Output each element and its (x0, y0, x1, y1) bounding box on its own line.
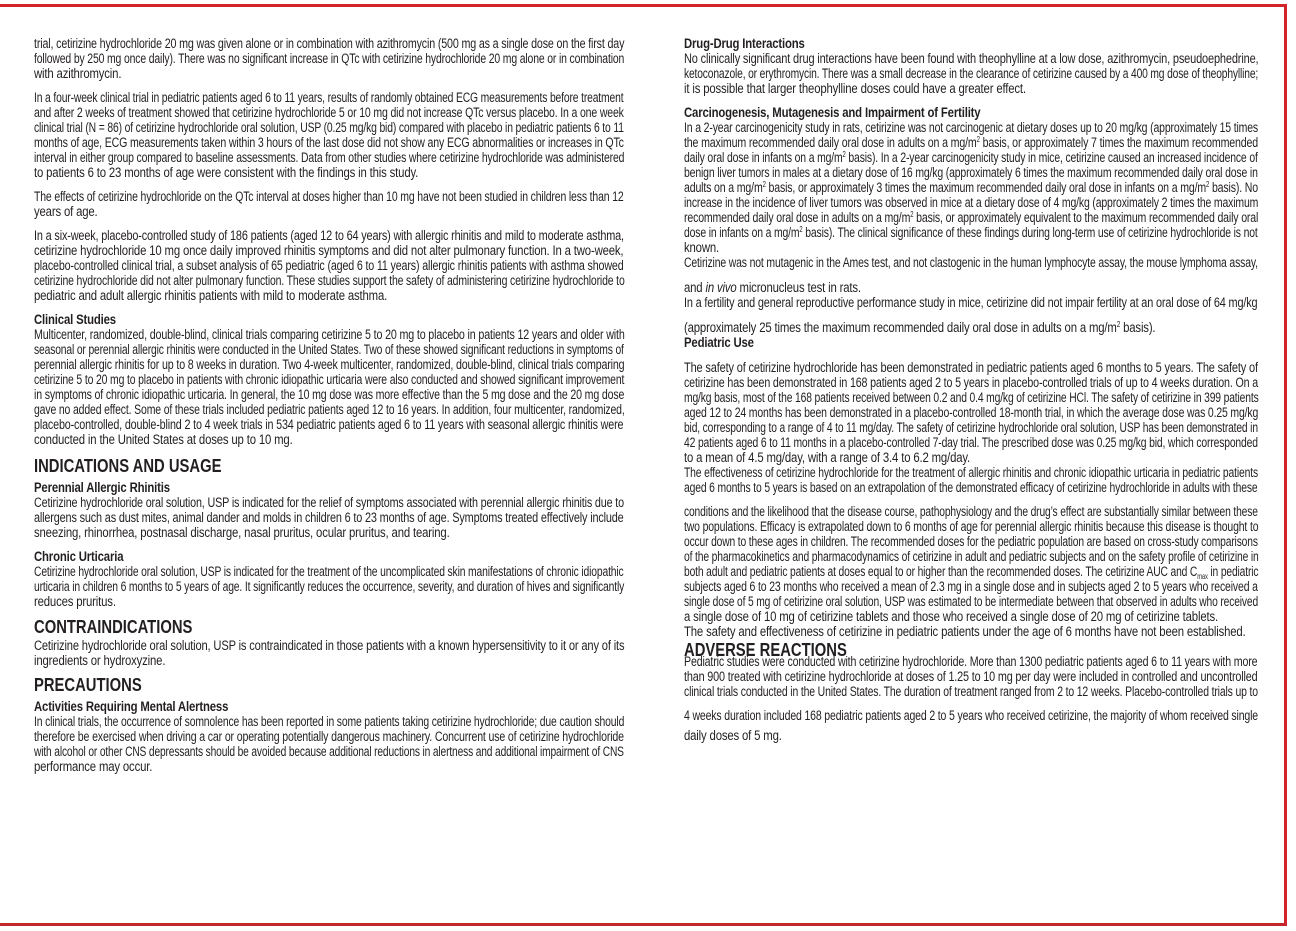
body-text-line: and after 2 weeks of treatment showed that cetirizine hydrochloride 5 or 10 mg did not increase QTc versus placebo. In a one week (34, 105, 624, 121)
body-text-line: In clinical trials, the occurrence of somnolence has been reported in some patients taking cetirizine hydrochloride; due caution should (34, 714, 625, 730)
section-heading-contraindications: CONTRAINDICATIONS (34, 616, 193, 637)
body-text-line: Cetirizine hydrochloride oral solution, USP is indicated for the treatment of the uncomplicated skin manifestations of chronic idiopathic (34, 564, 624, 580)
body-text-line: months of age, ECG measurements taken within 3 hours of the last dose did not show any ECG abnormalities or increases in QTc (34, 135, 624, 151)
body-text-line: cetirizine has been demonstrated in 168 patients aged 2 to 5 years in placebo-controlled trials of up to 4 weeks duration. On a (684, 375, 1258, 391)
body-text-line: performance may occur. (34, 759, 153, 775)
body-text-line: a single dose of 10 mg of cetirizine tablets and those who received a single dose of 20 mg of cetirizine tablets. (684, 609, 1218, 625)
body-text-line: known. (684, 240, 720, 256)
body-text-line: cetirizine hydrochloride 10 mg once daily improved rhinitis symptoms and did not alter pulmonary function. In a two-week, (34, 243, 624, 259)
body-text-line: increase in the incidence of liver tumors was observed in mice at a dietary dose of 4 mg/kg (approximately 2 times the maximum (684, 195, 1259, 211)
body-text-line: to a mean of 4.5 mg/day, with a range of 3.4 to 6.2 mg/day. (684, 450, 971, 466)
section-heading-precautions: PRECAUTIONS (34, 674, 142, 695)
body-text-line: aged 12 to 24 months has been demonstrated in a placebo-controlled 18-month trial, in which the average dose was 0.25 mg/kg (684, 405, 1259, 421)
body-text-line: Multicenter, randomized, double-blind, clinical trials comparing cetirizine 5 to 20 mg to placebo in patients 12 years and older with (34, 327, 625, 343)
body-text-line: The safety and effectiveness of cetirizine in pediatric patients under the age of 6 months have not been established. (684, 624, 1246, 640)
body-text-line: ingredients or hydroxyzine. (34, 653, 166, 669)
body-text-line: allergens such as dust mites, animal dander and molds in children 6 to 23 months of age. Symptoms treated effectively include (34, 510, 624, 526)
body-text-line: bid, corresponding to a range of 4 to 11 mg/day. The safety of cetirizine hydrochloride oral solution, USP has been demonstrated in (684, 420, 1258, 436)
body-text-line: of the pharmacokinetics and pharmacodynamics of cetirizine in adult and pediatric subjects and on the safety profile of cetirizine in (684, 549, 1259, 565)
body-text-line: with alcohol or other CNS depressants should be avoided because additional reductions in alertness and additional impairment of CNS (34, 744, 624, 760)
body-text-line: aged 6 months to 5 years is based on an extrapolation of the demonstrated efficacy of cetirizine hydrochloride in adults with these (684, 480, 1258, 496)
body-text-line: The safety of cetirizine hydrochloride has been demonstrated in pediatric patients aged 6 months to 5 years. The safety of (684, 360, 1258, 376)
body-text-line: reduces pruritus. (34, 594, 116, 610)
body-text-line: therefore be exercised when driving a car or operating potentially dangerous machinery. Concurrent use of cetirizine hydrochloride (34, 729, 624, 745)
body-text-line: urticaria in children 6 months to 5 years of age. It significantly reduces the occurrence, severity, and duration of hives and significantly (34, 579, 625, 595)
body-text-line: with azithromycin. (34, 66, 122, 82)
subheading-pediatric-use: Pediatric Use (684, 335, 754, 351)
body-text-line: than 900 treated with cetirizine hydrochloride at doses of 1.25 to 10 mg per day were included in controlled and uncontrolled (684, 669, 1258, 685)
body-text-line: mg/kg basis, most of the 168 patients received between 0.2 and 0.4 mg/kg of cetirizine HCl. The safety of cetirizine in 399 patients (684, 390, 1259, 406)
body-text-line: ketoconazole, or erythromycin. There was a small decrease in the clearance of cetirizine caused by a 400 mg dose of theophylline; (684, 66, 1259, 82)
body-text-line: seasonal or perennial allergic rhinitis were conducted in the United States. Two of these showed significant reductions in symptoms of (34, 342, 624, 358)
body-text-line: it is possible that larger theophylline doses could have a greater effect. (684, 81, 1026, 97)
body-text-line: The effects of cetirizine hydrochloride on the QTc interval at doses higher than 10 mg have not been studied in children less than 12 (34, 189, 624, 205)
body-text-line: Cetirizine was not mutagenic in the Ames test, and not clastogenic in the human lymphocyte assay, the mouse lymphoma assay, (684, 255, 1258, 271)
body-text-line: 4 weeks duration included 168 pediatric patients aged 2 to 5 years who received cetirizine, the majority of whom received single (684, 708, 1258, 724)
body-text-line: gave no added effect. Some of these trials included pediatric patients aged 12 to 16 years. In addition, four multicenter, randomized, (34, 402, 625, 418)
body-text-line: to patients 6 to 23 months of age were consistent with the findings in this study. (34, 165, 419, 181)
section-heading-adverse-reactions: ADVERSE REACTIONS (684, 639, 847, 660)
body-text-line: recommended daily oral dose in adults on a $mg/m^2$ basis, or approximately equivalent to the maximum recommended daily oral (684, 210, 1259, 226)
body-text-line: years of age. (34, 204, 98, 220)
body-text-line: In a four-week clinical trial in pediatric patients aged 6 to 11 years, results of randomly obtained ECG measurements before treatment (34, 90, 624, 106)
body-text-line: interval in either group compared to baseline assessments. Data from other studies where cetirizine hydrochloride was administered (34, 150, 625, 166)
body-text-line: pediatric and adult allergic rhinitis patients with mild to moderate asthma. (34, 288, 388, 304)
body-text-line: The effectiveness of cetirizine hydrochloride for the treatment of allergic rhinitis and chronic idiopathic urticaria in pediatric patients (684, 465, 1258, 481)
body-text-line: clinical trial (N = 86) of cetirizine hydrochloride oral solution, USP (0.25 mg/kg bid) compared with placebo in pediatric patients 6 to 11 (34, 120, 624, 136)
body-text-line: clinical trials conducted in the United States. The duration of treatment ranged from 2 to 12 weeks. Placebo-controlled trials up to (684, 684, 1258, 700)
body-text-line: placebo-controlled clinical trial, a subset analysis of 65 pediatric (aged 6 to 11 years) allergic rhinitis patients with asthma showed (34, 258, 624, 274)
body-text-line: followed by 250 mg once daily). There was no significant increase in QTc with cetirizine hydrochloride 20 mg alone or in combination (34, 51, 625, 67)
body-text-line: Cetirizine hydrochloride oral solution, USP is indicated for the relief of symptoms associated with perennial allergic rhinitis due to (34, 495, 624, 511)
body-text-line: 42 patients aged 6 to 11 months in a placebo-controlled 7-day trial. The prescribed dose was 0.25 mg/kg bid, which corresponded (684, 435, 1258, 451)
body-text-line: cetirizine hydrochloride did not alter pulmonary function. These studies support the safety of administering cetirizine hydrochloride to (34, 273, 625, 289)
body-text-line: dose in infants on a $mg/m^2$ basis). The clinical significance of these findings during long-term use of cetirizine hydrochloride is not (684, 225, 1258, 241)
subheading-mental-alertness: Activities Requiring Mental Alertness (34, 699, 229, 715)
body-text-line: trial, cetirizine hydrochloride 20 mg was given alone or in combination with azithromycin (500 mg as a single dose on the first day (34, 36, 625, 52)
body-text-line: and in vivo micronucleus test in rats. (684, 280, 861, 296)
body-text-line: two populations. Efficacy is extrapolated down to 6 months of age for perennial allergic rhinitis because this disease is thought to (684, 519, 1259, 535)
body-text-line: in symptoms of chronic idiopathic urticaria. In general, the 10 mg dose was more effective than the 5 mg dose and the 20 mg dose (34, 387, 625, 403)
body-text-line: conducted in the United States at doses up to 10 mg. (34, 432, 293, 448)
body-text-line: daily doses of 5 mg. (684, 728, 782, 744)
body-text-line: subjects aged 6 to 23 months who received a mean of 2.3 mg in a single dose and in subjects aged 2 to 5 years who received a (684, 579, 1258, 595)
body-text-line: perennial allergic rhinitis for up to 8 weeks in duration. Two 4-week multicenter, randomized, double-blind, clinical trials comparing (34, 357, 625, 373)
body-text-line: In a fertility and general reproductive performance study in mice, cetirizine did not impair fertility at an oral dose of 64 mg/kg (684, 295, 1258, 311)
body-text-line: daily oral dose in infants on a $mg/m^2$ basis). In a 2-year carcinogenicity study in mice, cetirizine caused an increased incidence of (684, 150, 1258, 166)
subheading-carcinogenesis: Carcinogenesis, Mutagenesis and Impairment of Fertility (684, 105, 981, 121)
body-text-line: In a six-week, placebo-controlled study of 186 patients (aged 12 to 64 years) with allergic rhinitis and mild to moderate asthma, (34, 228, 624, 244)
body-text-line: Cetirizine hydrochloride oral solution, USP is contraindicated in those patients with a known hypersensitivity to it or any of its (34, 638, 625, 654)
body-text-line: adults on a $mg/m^2$ basis, or approximately 3 times the maximum recommended daily oral dose in infants on a $mg/m^2$ basis). No (684, 180, 1258, 196)
section-heading-indications: INDICATIONS AND USAGE (34, 455, 222, 476)
body-text-line: occur down to these ages in children. The recommended doses for the pediatric population are based on cross-study comparisons (684, 534, 1258, 550)
subheading-drug-interactions: Drug-Drug Interactions (684, 36, 805, 52)
body-text-line: Pediatric studies were conducted with cetirizine hydrochloride. More than 1300 pediatric patients aged 6 to 11 years with more (684, 654, 1258, 670)
body-text-line: conditions and the likelihood that the disease course, pathophysiology and the drug’s effect are substantially similar between these (684, 504, 1258, 520)
body-text-line: placebo-controlled, double-blind 2 to 4 week trials in 534 pediatric patients aged 6 to 11 years with seasonal allergic rhinitis were (34, 417, 624, 433)
body-text-line: the maximum recommended daily oral dose in adults on a $mg/m^2$ basis, or approximately 7 times the maximum recommended (684, 135, 1259, 151)
subheading-perennial-allergic-rhinitis: Perennial Allergic Rhinitis (34, 480, 170, 496)
body-text-line: sneezing, rhinorrhea, postnasal discharge, nasal pruritus, ocular pruritus, and tearing. (34, 525, 450, 541)
subheading-clinical-studies: Clinical Studies (34, 312, 116, 328)
subheading-chronic-urticaria: Chronic Urticaria (34, 549, 124, 565)
body-text-line: (approximately 25 times the maximum recommended daily oral dose in adults on a $mg/m^2$ basis). (684, 320, 1156, 336)
body-text-line: both adult and pediatric patients at doses equal to or higher than the recommended doses. The cetirizine AUC and $C_{max}$ in pediatric (684, 564, 1259, 581)
body-text-line: cetirizine 5 to 20 mg to placebo in patients with chronic idiopathic urticaria were also conducted and showed significant improvement (34, 372, 625, 388)
body-text-line: No clinically significant drug interactions have been found with theophylline at a low dose, azithromycin, pseudoephedrine, (684, 51, 1259, 67)
body-text-line: benign liver tumors in males at a dietary dose of 16 mg/kg (approximately 6 times the maximum recommended daily oral dose in (684, 165, 1258, 181)
body-text-line: single dose of 5 mg of cetirizine oral solution, USP was estimated to be intermediate between that observed in adults who received (684, 594, 1259, 610)
body-text-line: In a 2-year carcinogenicity study in rats, cetirizine was not carcinogenic at dietary doses up to 20 mg/kg (approximately 15 times (684, 120, 1259, 136)
